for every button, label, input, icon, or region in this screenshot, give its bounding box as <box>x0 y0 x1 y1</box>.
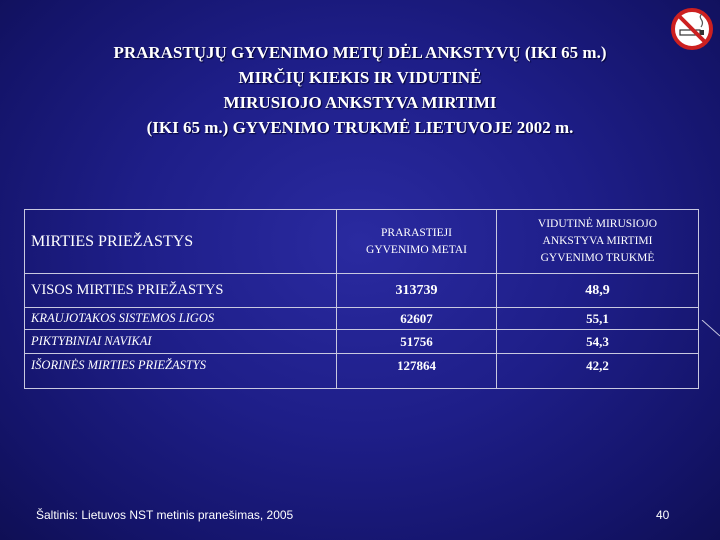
header-cause: MIRTIES PRIEŽASTYS <box>25 210 337 274</box>
header-avg-life <box>497 210 699 274</box>
page-number: 40 <box>656 508 670 522</box>
title-line-3: MIRUSIOJO ANKSTYVA MIRTIMI <box>223 93 497 112</box>
header-lost-years <box>337 210 497 274</box>
header-avg-life-line-1: VIDUTINĖ MIRUSIOJO <box>537 218 658 230</box>
table-row <box>25 274 699 308</box>
row-lost-years: 51756 <box>337 330 497 354</box>
table-row <box>25 330 699 354</box>
row-avg-life: 55,1 <box>497 308 699 330</box>
row-avg-life: 54,3 <box>497 330 699 354</box>
row-cause: KRAUJOTAKOS SISTEMOS LIGOS <box>25 308 337 330</box>
slide-title <box>40 40 680 140</box>
header-lost-years-line-1: PRARASTIEJI <box>381 226 452 239</box>
no-smoking-icon <box>671 8 713 50</box>
row-cause: IŠORINĖS MIRTIES PRIEŽASTYS <box>25 354 337 389</box>
row-lost-years: 62607 <box>337 308 497 330</box>
decorative-line <box>700 320 720 340</box>
row-avg-life: 42,2 <box>497 354 699 389</box>
table-row <box>25 354 699 389</box>
table-header-row <box>25 210 699 274</box>
title-line-4: (IKI 65 m.) GYVENIMO TRUKMĖ LIETUVOJE 2002 m. <box>146 118 574 137</box>
row-cause: VISOS MIRTIES PRIEŽASTYS <box>25 274 337 308</box>
row-lost-years: 313739 <box>337 274 497 308</box>
source-note: Šaltinis: Lietuvos NST metinis pranešimas, 2005 <box>36 508 294 522</box>
row-avg-life: 48,9 <box>497 274 699 308</box>
header-lost-years-line-2: GYVENIMO METAI <box>366 243 467 256</box>
title-line-2: MIRČIŲ KIEKIS IR VIDUTINĖ <box>238 68 482 87</box>
table-row <box>25 308 699 330</box>
row-cause: PIKTYBINIAI NAVIKAI <box>25 330 337 354</box>
row-lost-years: 127864 <box>337 354 497 389</box>
header-avg-life-line-3: GYVENIMO TRUKMĖ <box>540 252 655 264</box>
header-avg-life-line-2: ANKSTYVA MIRTIMI <box>542 235 653 247</box>
title-line-1: PRARASTŲJŲ GYVENIMO METŲ DĖL ANKSTYVŲ (IKI 65 m.) <box>113 43 607 62</box>
mortality-table <box>24 209 699 389</box>
